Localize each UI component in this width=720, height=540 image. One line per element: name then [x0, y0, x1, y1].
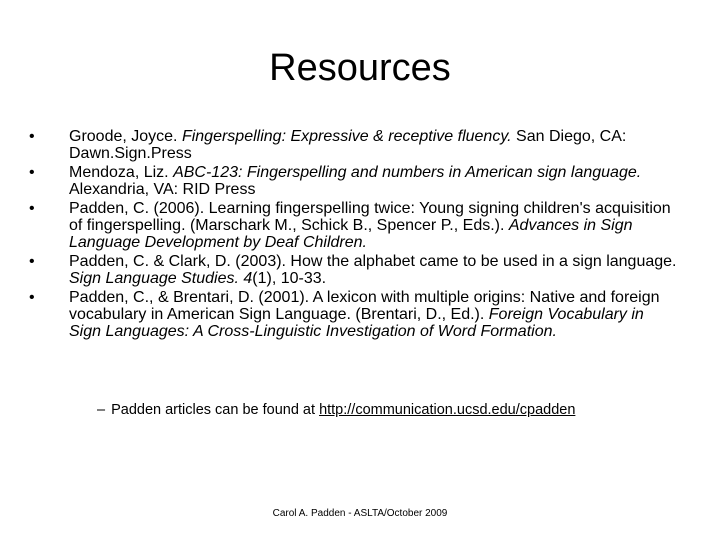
padden-articles-link[interactable]: http://communication.ucsd.edu/cpadden [319, 402, 576, 418]
bullet-icon: • [29, 200, 35, 217]
list-item [27, 200, 677, 251]
item-title: Fingerspelling: Expressive & receptive fluency. [181, 128, 512, 145]
item-text-end: San Diego, CA: Dawn.Sign.Press [69, 128, 627, 162]
item-text: Padden, C. & Clark, D. (2003). How the alphabet came to be used in a sign language. [69, 253, 677, 270]
item-text: Groode, Joyce. [69, 128, 182, 145]
slide-footer: Carol A. Padden - ASLTA/October 2009 [272, 508, 448, 519]
item-title: Advances in Sign Language Development by Deaf Children. [69, 217, 633, 251]
item-text: Padden, C., & Brentari, D. (2001). A lexicon with multiple origins: Native and foreign vocabulary in American Sign Language. (Brentari, D., Ed.). [69, 289, 660, 323]
item-title: Sign Language Studies. 4 [69, 270, 253, 287]
item-text-end: (1), 10-33. [252, 270, 327, 287]
item-text: Padden, C. (2006). Learning fingerspelling twice: Young signing children's acquisition of fingerspelling. (Marschark M., Schick B., Spencer P., Eds.). [69, 200, 671, 234]
list-item [27, 289, 677, 340]
item-text: Mendoza, Liz. [69, 164, 174, 181]
dash-icon: – [97, 402, 106, 418]
bullet-icon: • [29, 164, 35, 181]
sub-item [97, 402, 697, 419]
list-item [27, 164, 677, 198]
bullet-icon: • [29, 253, 35, 270]
item-text-end: Alexandria, VA: RID Press [69, 181, 256, 198]
resource-list [27, 128, 677, 342]
bullet-icon: • [29, 128, 35, 145]
slide-title: Resources [269, 47, 451, 89]
list-item [27, 253, 677, 287]
sub-item-text: Padden articles can be found at [111, 402, 320, 418]
bullet-icon: • [29, 289, 35, 306]
item-title: Foreign Vocabulary in Sign Languages: A Cross-Linguistic Investigation of Word Formation. [69, 306, 644, 340]
list-item [27, 128, 677, 162]
item-title: ABC-123: Fingerspelling and numbers in American sign language. [173, 164, 642, 181]
